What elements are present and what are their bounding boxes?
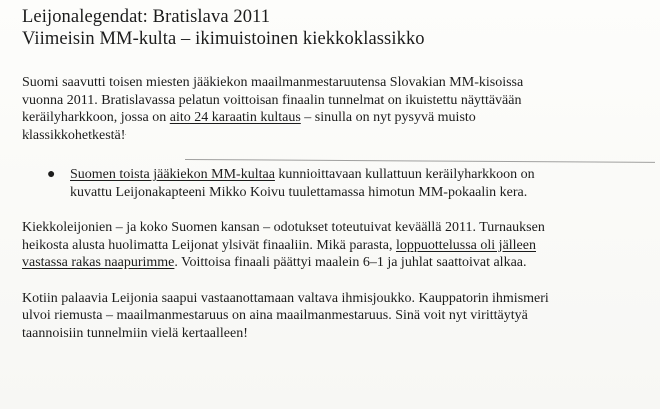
celebration-line-1: Kotiin palaavia Leijonia saapui vastaanottamaan valtava ihmisjoukko. Kauppatorin ihmismeri (22, 290, 549, 306)
intro-line-2: vuonna 2011. Bratislavassa pelatun voittoisan finaalin tunnelmat on ikuistettu näyttävään (22, 92, 522, 108)
celebration-paragraph (22, 290, 648, 343)
celebration-line-2: ulvoi riemusta – maailmanmestaruus on aina maailmanmestaruus. Sinä voit nyt virittäytyä (22, 308, 528, 323)
finals-line-1: Kiekkoleijonien – ja koko Suomen kansan – odotukset toteutuivat keväällä 2011. Turnauksen (22, 220, 545, 235)
celebration-line-3: taannoisiin tunnelmiin vielä kertaalleen! (22, 325, 248, 341)
title-line-1: Leijonalegendat: Bratislava 2011 (22, 7, 271, 27)
intro-line-3-after: – sinulla on nyt pysyvä muisto (300, 110, 476, 125)
finals-paragraph (22, 219, 648, 272)
intro-paragraph (22, 74, 648, 144)
intro-line-3-text: keräilyharkkoon, jossa on (22, 110, 170, 125)
intro-line-1: Suomi saavutti toisen miesten jääkiekon maailmanmestaruutensa Slovakian MM-kisoissa (22, 75, 524, 90)
document-content (22, 6, 648, 342)
document-title (22, 6, 648, 50)
bullet-line-2: kuvattu Leijonakapteeni Mikko Koivu tuulettamassa himotun MM-pokaalin kera. (70, 184, 528, 200)
bullet-line-1-after: kunnioittavaan kullattuun keräilyharkkoon on (274, 167, 535, 182)
title-line-2: Viimeisin MM-kulta – ikimuistoinen kiekkoklassikko (22, 29, 425, 49)
feature-list (22, 166, 648, 201)
gold-plating-link[interactable]: aito 24 karaatin kultaus (169, 110, 301, 125)
finals-line-3-after: . Voittoisa finaali päättyi maalein 6–1 ja juhlat saattoivat alkaa. (174, 255, 527, 270)
finals-line-2-text: heikosta alusta huolimatta Leijonat ylsivät finaaliin. Mikä parasta, (22, 237, 397, 253)
final-opponent-link-part-1[interactable]: loppuottelussa oli jälleen (396, 237, 536, 253)
world-gold-link[interactable]: Suomen toista jääkiekon MM-kultaa (70, 167, 275, 182)
bullet-icon: ● (47, 167, 56, 182)
list-item (22, 166, 648, 201)
intro-line-4: klassikkohetkestä! (22, 127, 126, 143)
final-opponent-link-part-2[interactable]: vastassa rakas naapurimme (22, 255, 175, 270)
